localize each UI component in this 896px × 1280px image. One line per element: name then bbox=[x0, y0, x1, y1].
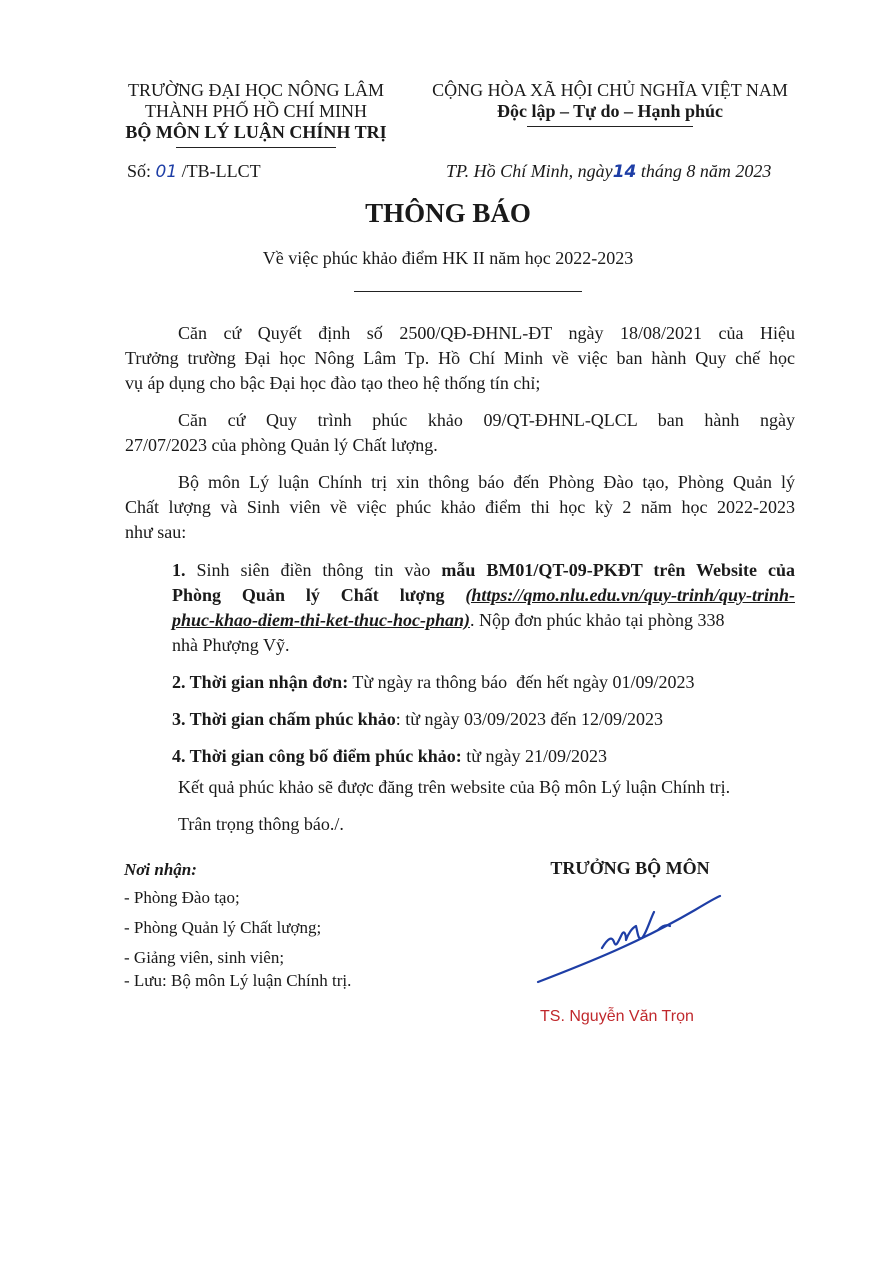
item-1-line-3 bbox=[172, 608, 795, 633]
signature-strokes bbox=[538, 896, 720, 982]
item-2-text: Từ ngày ra thông báo đến hết ngày 01/09/2023 bbox=[352, 672, 695, 692]
item-1-line-1 bbox=[172, 558, 795, 583]
paragraph-3-line-1: Bộ môn Lý luận Chính trị xin thông báo đến Phòng Đào tạo, Phòng Quản lý bbox=[178, 472, 795, 492]
recipient-item: - Phòng Quản lý Chất lượng; bbox=[124, 918, 322, 937]
date-prefix: TP. Hồ Chí Minh, ngày bbox=[446, 161, 613, 181]
recipient-item: - Giảng viên, sinh viên; bbox=[124, 948, 285, 967]
header-left-underline bbox=[176, 147, 336, 148]
document-number bbox=[127, 161, 261, 182]
signature-loops bbox=[602, 912, 654, 948]
item-2-label: 2. Thời gian nhận đơn: bbox=[172, 672, 349, 692]
institution-line-2: THÀNH PHỐ HỒ CHÍ MINH bbox=[145, 101, 367, 121]
closing-result-note: Kết quả phúc khảo sẽ được đăng trên website của Bộ môn Lý luận Chính trị. bbox=[178, 777, 731, 797]
country-name: CỘNG HÒA XÃ HỘI CHỦ NGHĨA VIỆT NAM bbox=[432, 80, 788, 100]
paragraph-2-line-2: 27/07/2023 của phòng Quản lý Chất lượng. bbox=[125, 435, 438, 455]
item-2 bbox=[172, 670, 795, 695]
item-1-office-name: Phòng Quản lý Chất lượng bbox=[172, 585, 445, 605]
institution-line-1: TRƯỜNG ĐẠI HỌC NÔNG LÂM bbox=[128, 80, 384, 100]
ref-number-handwritten: 01 bbox=[155, 162, 178, 182]
paragraph-1-line-2: Trưởng trường Đại học Nông Lâm Tp. Hồ Chí Minh về việc ban hành Quy chế học bbox=[125, 348, 795, 368]
item-4-text: từ ngày 21/09/2023 bbox=[466, 746, 607, 766]
document-title: THÔNG BÁO bbox=[365, 198, 531, 228]
item-1-text-a: Sinh siên điền thông tin vào bbox=[196, 560, 431, 580]
document-subtitle: Về việc phúc khảo điểm HK II năm học 2022-2023 bbox=[262, 248, 634, 268]
item-1-number: 1. bbox=[172, 560, 186, 580]
department-name: BỘ MÔN LÝ LUẬN CHÍNH TRỊ bbox=[125, 122, 387, 142]
paragraph-1-line-1: Căn cứ Quyết định số 2500/QĐ-ĐHNL-ĐT ngày 18/08/2021 của Hiệu bbox=[178, 323, 795, 343]
paragraph-3-line-2: Chất lượng và Sinh viên về việc phúc khảo điểm thi học kỳ 2 năm học 2022-2023 bbox=[125, 497, 795, 517]
ref-prefix: Số: bbox=[127, 161, 152, 181]
item-1-link-part-2[interactable]: phuc-khao-diem-thi-ket-thuc-hoc-phan) bbox=[172, 610, 471, 630]
item-4-label: 4. Thời gian công bố điểm phúc khảo: bbox=[172, 746, 462, 766]
recipients-heading: Nơi nhận: bbox=[124, 860, 197, 879]
item-3-text: : từ ngày 03/09/2023 đến 12/09/2023 bbox=[395, 709, 663, 729]
item-1-form-name: mẫu BM01/QT-09-PKĐT trên Website của bbox=[441, 560, 795, 580]
item-3-label: 3. Thời gian chấm phúc khảo bbox=[172, 709, 396, 729]
closing-regards: Trân trọng thông báo./. bbox=[178, 814, 344, 834]
paragraph-1-line-3: vụ áp dụng cho bậc Đại học đào tạo theo hệ thống tín chỉ; bbox=[125, 373, 541, 393]
handwritten-signature bbox=[520, 890, 750, 1000]
national-motto: Độc lập – Tự do – Hạnh phúc bbox=[496, 101, 724, 121]
signature-flourish bbox=[538, 896, 720, 982]
title-underline bbox=[354, 291, 582, 292]
signatory-title: TRƯỞNG BỘ MÔN bbox=[550, 858, 710, 878]
item-1-link-part-1[interactable]: (https://qmo.nlu.edu.vn/quy-trinh/quy-trinh- bbox=[465, 585, 795, 605]
item-3 bbox=[172, 707, 795, 732]
item-1-line-4: nhà Phượng Vỹ. bbox=[172, 635, 290, 655]
recipient-item: - Phòng Đào tạo; bbox=[124, 888, 240, 907]
ref-suffix: /TB-LLCT bbox=[181, 161, 261, 181]
paragraph-2-line-1: Căn cứ Quy trình phúc khảo 09/QT-ĐHNL-QLCL ban hành ngày bbox=[178, 410, 795, 430]
item-4 bbox=[172, 744, 795, 769]
date-day-handwritten: 14 bbox=[612, 162, 637, 182]
document-date bbox=[446, 161, 771, 182]
recipient-item: - Lưu: Bộ môn Lý luận Chính trị. bbox=[124, 971, 352, 990]
item-1-text-b: . Nộp đơn phúc khảo tại phòng 338 bbox=[470, 610, 725, 630]
date-suffix: tháng 8 năm 2023 bbox=[640, 161, 772, 181]
header-right-underline bbox=[527, 126, 693, 127]
signatory-name: TS. Nguyễn Văn Trọn bbox=[540, 1008, 694, 1025]
paragraph-3-line-3: như sau: bbox=[125, 522, 187, 542]
item-1-line-2 bbox=[172, 583, 795, 608]
